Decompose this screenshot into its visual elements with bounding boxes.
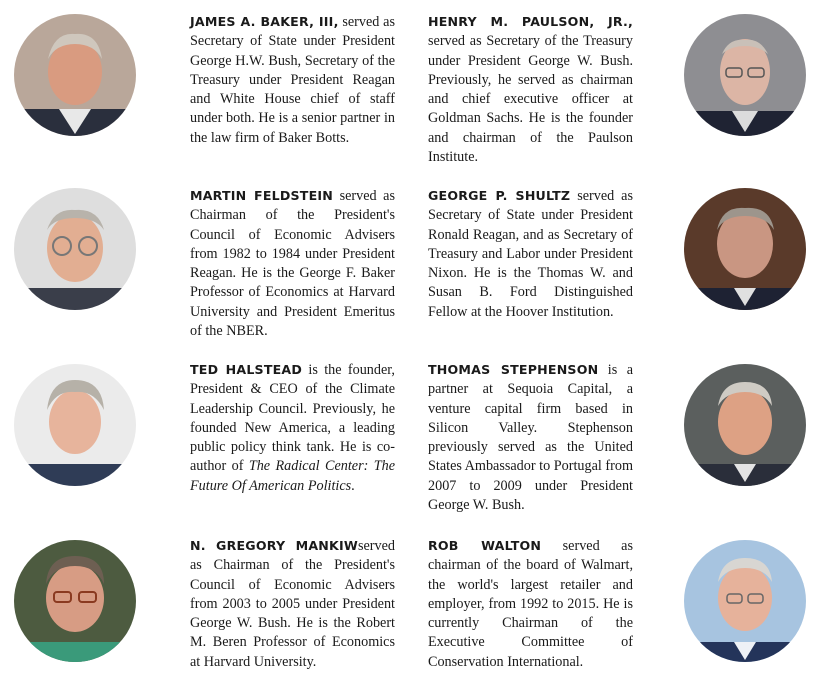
portrait-mankiw	[14, 540, 136, 662]
bio-name: HENRY M. PAULSON, JR.,	[428, 14, 633, 29]
portrait-shultz	[684, 188, 806, 310]
portrait-paulson	[684, 14, 806, 136]
book-title: The Radical Center: The Future Of American Politics	[190, 458, 395, 494]
bio-paulson	[428, 12, 633, 167]
bio-feldstein	[190, 186, 395, 341]
portrait-baker	[14, 14, 136, 136]
bio-text: served as Secretary of State under President Ronald Reagan, and as Secretary of Treasury and Labor under President Nixon. He is the Thomas W. and Susan B. Ford Distinguished Fellow at the Hoover Institution.	[428, 188, 633, 320]
bio-text: is a partner at Sequoia Capital, a venture capital firm based in Silicon Valley. Stephenson previously served as the United States Ambassador to Portugal from 2007 to 2009 under President George W. Bush.	[428, 362, 633, 514]
bio-text: served as Secretary of State under President George H.W. Bush, Secretary of the Treasury under President Reagan and White House chief of staff under both. He is a senior partner in the law firm of Baker Botts.	[190, 14, 395, 146]
portrait-feldstein	[14, 188, 136, 310]
bio-text: served as Chairman of the President's Council of Economic Advisers from 2003 to 2005 under President George W. Bush. He is the Robert M. Beren Professor of Economics at Harvard University.	[190, 538, 395, 670]
bio-name: TED HALSTEAD	[190, 362, 303, 377]
portrait-halstead	[14, 364, 136, 486]
portrait-stephenson	[684, 364, 806, 486]
bio-name: MARTIN FELDSTEIN	[190, 188, 334, 203]
bio-text: served as Chairman of the President's Council of Economic Advisers from 1982 to 1984 under President Reagan. He is the George F. Baker Professor of Economics at Harvard University and President Emeritus of the NBER.	[190, 188, 395, 340]
bio-shultz	[428, 186, 633, 322]
bio-mankiw	[190, 536, 395, 672]
bio-text: served as chairman of the board of Walmart, the world's largest retailer and employer, from 1992 to 2015. He is currently Chairman of the Executive Committee of Conservation International.	[428, 538, 633, 670]
bio-text: served as Secretary of the Treasury under President George W. Bush. Previously, he served as chairman and chief executive officer at Goldman Sachs. He is the founder and chairman of the Paulson Institute.	[428, 33, 633, 166]
bio-name: GEORGE P. SHULTZ	[428, 188, 571, 203]
bio-name: N. GREGORY MANKIW	[190, 538, 358, 553]
bio-name: ROB WALTON	[428, 538, 542, 553]
portrait-walton	[684, 540, 806, 662]
bio-name: JAMES A. BAKER, III,	[190, 14, 339, 29]
bio-text: is the founder, President & CEO of the Climate Leadership Council. Previously, he founded New America, a leading public policy think tank. He is co-author of	[190, 362, 395, 475]
bio-halstead	[190, 360, 395, 496]
bio-name: THOMAS STEPHENSON	[428, 362, 599, 377]
bio-baker	[190, 12, 395, 148]
bio-stephenson	[428, 360, 633, 515]
bio-text-tail: .	[351, 477, 355, 494]
bio-walton	[428, 536, 633, 672]
